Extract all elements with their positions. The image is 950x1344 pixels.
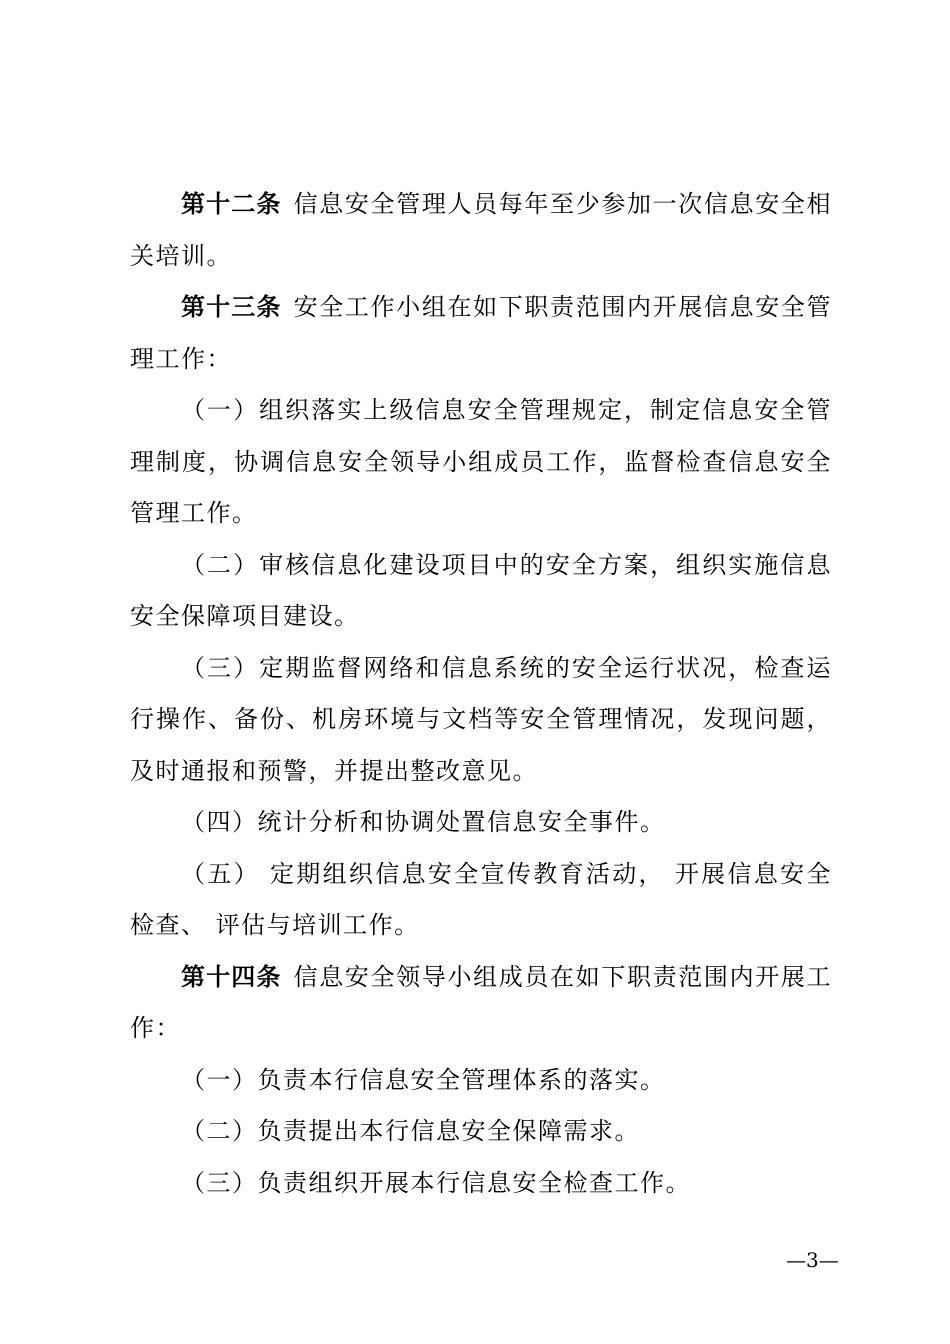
list-item: （一）负责本行信息安全管理体系的落实。 (181, 1065, 666, 1094)
article-text: 信息安全领导小组成员在如下职责范围内开展工作： (130, 962, 833, 1042)
list-item: （二）负责提出本行信息安全保障需求。 (181, 1117, 640, 1145)
article-heading: 第十二条 (181, 190, 282, 218)
article-heading: 第十四条 (181, 962, 282, 991)
page-number: —3— (786, 1248, 839, 1272)
list-item: （一）组织落实上级信息安全管理规定，制定信息安全管理制度，协调信息安全领导小组成员工作，监督检查信息安全管理工作。 (130, 396, 832, 527)
list-item: （三）负责组织开展本行信息安全检查工作。 (181, 1168, 691, 1197)
article-text: 信息安全管理人员每年至少参加一次信息安全相关培训。 (130, 190, 833, 270)
article-13 (130, 282, 832, 385)
article-12 (130, 179, 832, 282)
list-item: （五） 定期组织信息安全宣传教育活动， 开展信息安全检查、 评估与培训工作。 (130, 859, 832, 939)
list-item: （四）统计分析和协调处置信息安全事件。 (181, 808, 666, 836)
article-text: 安全工作小组在如下职责范围内开展信息安全管理工作： (130, 293, 833, 373)
document-body (130, 179, 832, 1209)
list-item: （三）定期监督网络和信息系统的安全运行状况，检查运行操作、备份、机房环境与文档等安全管理情况，发现问题，及时通报和预警，并提出整改意见。 (130, 653, 832, 785)
article-14 (130, 952, 832, 1055)
list-item: （二）审核信息化建设项目中的安全方案，组织实施信息安全保障项目建设。 (130, 550, 832, 630)
article-heading: 第十三条 (181, 293, 282, 321)
